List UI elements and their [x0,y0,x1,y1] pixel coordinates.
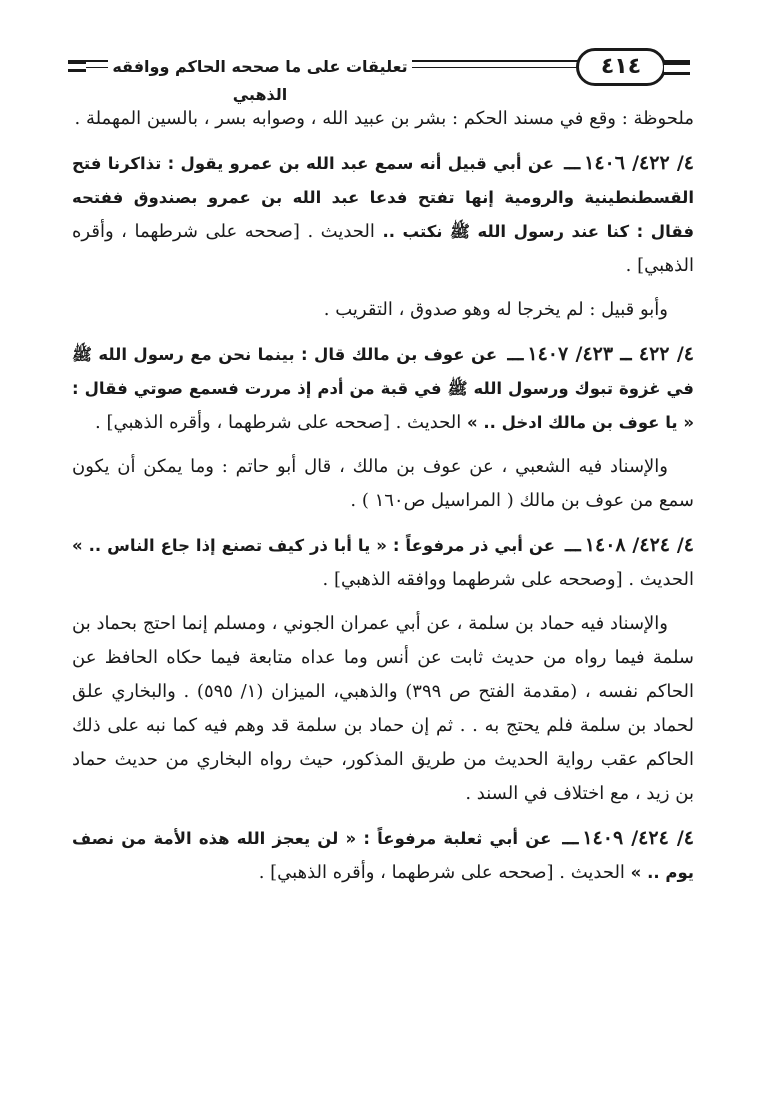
hadith-entry: ٤/ ٤٢٤/ ١٤٠٩ـــ عن أبي ثعلبة مرفوعاً : « لن يعجز الله هذه الأمة من نصف يوم .. » الحديث . [صححه على شرطهما ، وأقره الذهبي] . [72,827,694,883]
hadith-entry: ٤/ ٤٢٢/ ١٤٠٦ـــ عن أبي قبيل أنه سمع عبد الله بن عمرو يقول : تذاكرنا فتح القسطنطينية والرومية إنها تفتح فدعا عبد الله بن عمرو بصندوق ففتحه فقال : كنا عند رسول الله ﷺ نكتب .. الحديث . [صححه على شرطهما ، وأقره الذهبي] . [72,152,694,276]
running-header [68,48,690,104]
entry-reference: ٤/ ٤٢٢ ــ ٤٢٣/ ١٤٠٧ [527,343,694,365]
hadith-text: عن عوف بن مالك قال : بينما نحن مع رسول الله ﷺ في غزوة تبوك ورسول الله ﷺ في قبة من أدم إذ مررت فسمع صوتي فقال : « يا عوف بن مالك ادخل .. » [72,345,694,432]
page-number: ٤١٤ [576,48,666,86]
hadith-entry: ٤/ ٤٢٢ ــ ٤٢٣/ ١٤٠٧ـــ عن عوف بن مالك قال : بينما نحن مع رسول الله ﷺ في غزوة تبوك ورسول الله ﷺ في قبة من أدم إذ مررت فسمع صوتي فقال : « يا عوف بن مالك ادخل .. » الحديث . [صححه على شرطهما ، وأقره الذهبي] . [72,343,694,433]
note-text: ملحوظة : وقع في مسند الحكم : بشر بن عبيد الله ، وصوابه بسر ، بالسين المهملة . [74,108,694,129]
verdict-text: الحديث . [صححه على شرطهما ، وأقره الذهبي] . [95,412,462,433]
comment-text: والإسناد فيه الشعبي ، عن عوف بن مالك ، قال أبو حاتم : وما يمكن أن يكون سمع من عوف بن مالك ( المراسيل ص١٦٠ ) . [72,456,694,511]
hadith-entry: ٤/ ٤٢٤/ ١٤٠٨ـــ عن أبي ذر مرفوعاً : « يا أبا ذر كيف تصنع إذا جاع الناس .. » الحديث . [وصححه على شرطهما ووافقه الذهبي] . [72,534,694,590]
hadith-text: عن أبي قبيل أنه سمع عبد الله بن عمرو يقول : تذاكرنا فتح القسطنطينية والرومية إنها تفتح فدعا عبد الله بن عمرو بصندوق ففتحه فقال : كنا عند رسول الله ﷺ نكتب .. [72,154,694,241]
header-tail-mark [664,62,690,75]
hadith-text: عن أبي ذر مرفوعاً : « يا أبا ذر كيف تصنع إذا جاع الناس .. » [72,536,556,555]
verdict-text: الحديث . [وصححه على شرطهما ووافقه الذهبي] . [322,569,694,590]
hadith-text: عن أبي ثعلبة مرفوعاً : « لن يعجز الله هذه الأمة من نصف يوم .. » [72,829,694,882]
page-body [72,102,694,900]
entry-reference: ٤/ ٤٢٤/ ١٤٠٨ [584,534,694,556]
entry-reference: ٤/ ٤٢٢/ ١٤٠٦ [584,152,694,174]
verdict-text: الحديث . [صححه على شرطهما ، وأقره الذهبي] . [72,221,694,276]
comment-paragraph [72,293,694,327]
verdict-text: الحديث . [صححه على شرطهما ، وأقره الذهبي] . [258,862,625,883]
comment-text: وأبو قبيل : لم يخرجا له وهو صدوق ، التقريب . [323,299,668,320]
entry-reference: ٤/ ٤٢٤/ ١٤٠٩ [582,827,694,849]
running-title: تعليقات على ما صححه الحاكم ووافقه الذهبي [108,53,412,81]
header-end-mark [68,61,86,72]
comment-paragraph [72,607,694,811]
note-paragraph [72,102,694,136]
comment-text: والإسناد فيه حماد بن سلمة ، عن أبي عمران الجوني ، ومسلم إنما احتج بحماد بن سلمة فيما رواه من حديث ثابت عن أنس وما عداه متابعة فيما حكاه الحافظ عن الحاكم نفسه ، (مقدمة الفتح ص ٣٩٩) والذهبي، الميزان (١/ ٥٩٥) . والبخاري علق لحماد بن سلمة فلم يحتج به . . ثم إن حماد بن سلمة قد وهم فيه كما نبه على ذلك الحاكم عقب رواية الحديث من طريق المذكور، حيث رواه البخاري من حديث حماد بن زيد ، مع اختلاف في السند . [72,613,694,804]
comment-paragraph [72,450,694,518]
